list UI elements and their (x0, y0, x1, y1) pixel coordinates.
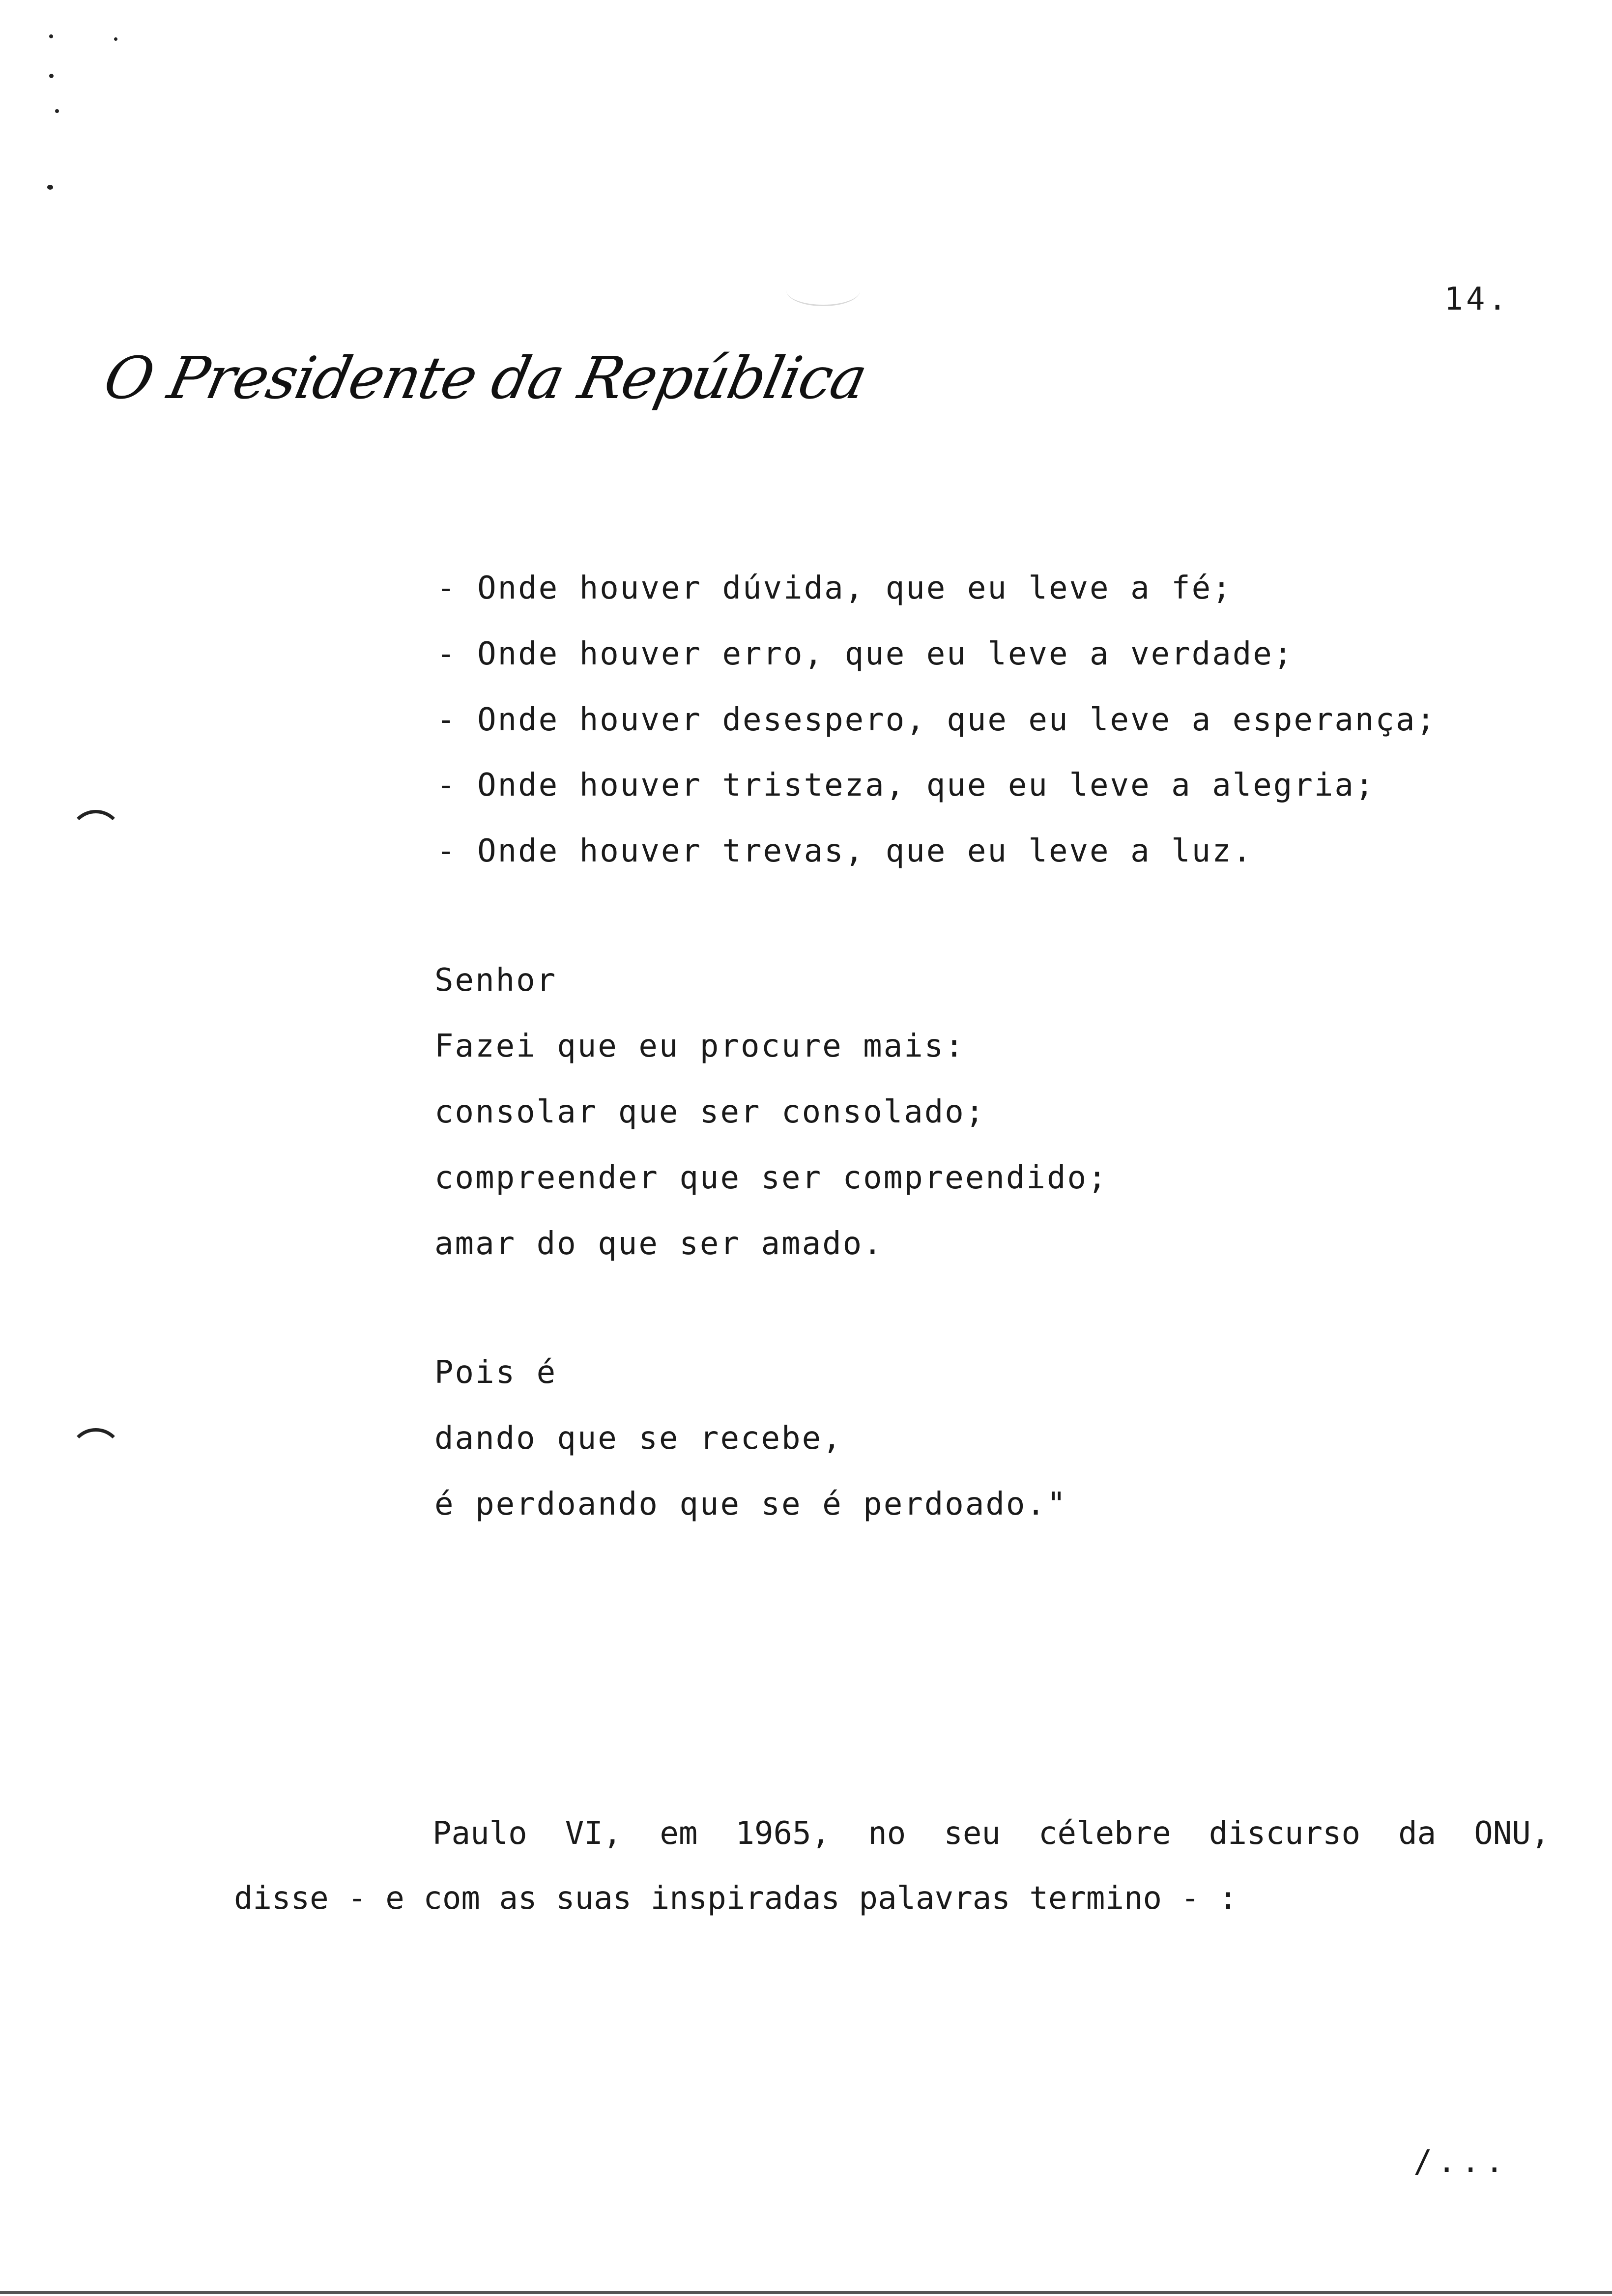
speck-mark (49, 74, 54, 78)
stanza-line: Fazei que eu procure mais: (434, 1028, 965, 1064)
paragraph-line: Paulo VI, em 1965, no seu célebre discurso da ONU, (432, 1815, 1550, 1852)
stanza-line: amar do que ser amado. (434, 1226, 884, 1262)
verse-line: - Onde houver dúvida, que eu leve a fé; (436, 570, 1233, 606)
paragraph-line: disse - e com as suas inspiradas palavras termino - : (234, 1880, 1238, 1917)
verse-line: - Onde houver desespero, que eu leve a esperança; (436, 702, 1437, 738)
continuation-mark: /... (1413, 2144, 1509, 2180)
stanza-line: é perdoando que se é perdoado." (434, 1486, 1067, 1522)
stanza-line: consolar que ser consolado; (434, 1094, 986, 1130)
stanza-line: Pois é (434, 1354, 557, 1391)
punch-hole-mark (69, 1428, 123, 1482)
speck-mark (49, 34, 53, 38)
page-number: 14. (1444, 281, 1510, 317)
stanza-line: dando que se recebe, (434, 1420, 843, 1457)
stanza-line: compreender que ser compreendido; (434, 1160, 1108, 1196)
verse-line: - Onde houver trevas, que eu leve a luz. (436, 833, 1253, 869)
stanza-line: Senhor (434, 962, 557, 999)
speck-mark (47, 185, 53, 190)
faint-scan-mark (786, 275, 860, 306)
bottom-edge-rule (0, 2291, 1612, 2294)
letterhead-title: O Presidente da República (98, 344, 872, 412)
speck-mark (114, 37, 117, 41)
verse-line: - Onde houver erro, que eu leve a verdade; (436, 636, 1294, 672)
speck-mark (55, 109, 59, 113)
verse-line: - Onde houver tristeza, que eu leve a alegria; (436, 767, 1376, 804)
punch-hole-mark (69, 810, 123, 864)
